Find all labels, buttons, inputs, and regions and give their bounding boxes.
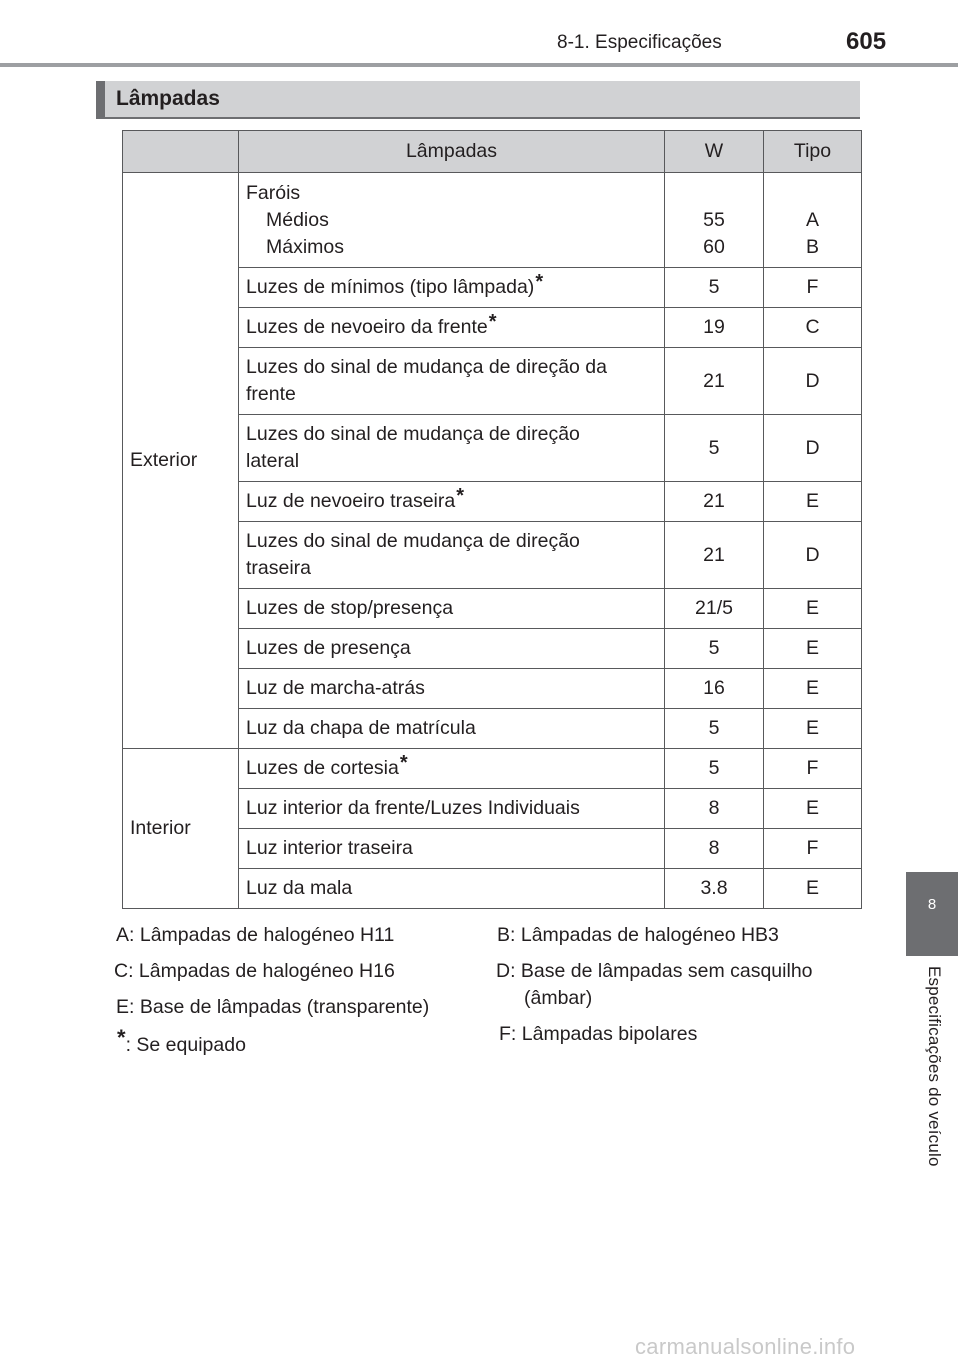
type-cell: D <box>764 415 862 482</box>
page-number: 605 <box>846 28 887 55</box>
lamp-cell: Luzes do sinal de mudança de direção lateral <box>239 415 665 482</box>
section-title: Lâmpadas <box>116 87 220 110</box>
watt-cell: 21 <box>665 348 764 415</box>
watt-cell: 5 <box>665 749 764 789</box>
legend-e <box>116 994 429 1021</box>
legend-text: Lâmpadas de halogéneo H16 <box>138 960 395 982</box>
type-cell: C <box>764 308 862 348</box>
watt-cell: 5 <box>665 709 764 749</box>
lamp-cell: Luzes de stop/presença <box>239 589 665 629</box>
type-cell: E <box>764 789 862 829</box>
header-lamps: Lâmpadas <box>239 131 665 173</box>
header-watts: W <box>665 131 764 173</box>
table-header-row <box>123 131 862 173</box>
type-cell: E <box>764 709 862 749</box>
bulbs-table <box>122 130 862 909</box>
lamp-cell-headlights <box>239 173 665 268</box>
type-cell: E <box>764 669 862 709</box>
legend-text: : Se equipado <box>125 1034 246 1056</box>
header-type: Tipo <box>764 131 862 173</box>
legend-text: Lâmpadas de halogéneo HB3 <box>520 924 779 946</box>
legend-text: Lâmpadas bipolares <box>521 1023 698 1045</box>
category-interior: Interior <box>123 749 239 909</box>
watt-cell: 16 <box>665 669 764 709</box>
legend-text: Base de lâmpadas sem casquilho <box>520 960 813 982</box>
legend-d <box>496 958 813 1012</box>
legend-text: Base de lâmpadas (transparente) <box>139 996 430 1018</box>
chapter-tab <box>906 872 958 956</box>
lamp-sublabel-high: Máximos <box>266 235 345 258</box>
watt-cell: 8 <box>665 829 764 869</box>
legend-key: E: <box>116 996 135 1018</box>
watt-cell: 5 <box>665 268 764 308</box>
legend-key: * <box>117 1025 126 1050</box>
lamp-cell: Luzes do sinal de mudança de direção traseira <box>239 522 665 589</box>
legend-key: D: <box>496 960 516 982</box>
lamp-cell: Luz interior traseira <box>239 829 665 869</box>
header-divider <box>0 63 958 67</box>
watt-cell: 21/5 <box>665 589 764 629</box>
watt-cell: 8 <box>665 789 764 829</box>
lamp-cell: Luzes do sinal de mudança de direção da frente <box>239 348 665 415</box>
legend-key: B: <box>497 924 516 946</box>
legend-c <box>114 958 395 985</box>
watt-cell: 5 <box>665 415 764 482</box>
watt-value: 55 <box>703 208 725 231</box>
type-cell: F <box>764 829 862 869</box>
lamp-sublabel-low: Médios <box>266 208 329 231</box>
legend-f <box>499 1021 697 1048</box>
lamp-cell: Luz de nevoeiro traseira* <box>239 482 665 522</box>
type-cell: F <box>764 749 862 789</box>
watt-cell: 21 <box>665 482 764 522</box>
legend-b <box>497 922 779 949</box>
watt-value: 60 <box>703 235 725 258</box>
type-cell: D <box>764 522 862 589</box>
watt-cell: 3.8 <box>665 869 764 909</box>
lamp-cell: Luzes de cortesia* <box>239 749 665 789</box>
section-title-bar <box>96 81 860 118</box>
equipped-star: * <box>399 751 408 774</box>
legend-text: Lâmpadas de halogéneo H11 <box>139 924 395 946</box>
table-row <box>123 173 862 268</box>
legend-star <box>117 1025 246 1059</box>
lamp-cell: Luz da chapa de matrícula <box>239 709 665 749</box>
watt-cell: 5 <box>665 629 764 669</box>
type-value: B <box>805 235 819 258</box>
legend-key: F: <box>499 1023 517 1045</box>
type-cell: E <box>764 629 862 669</box>
type-cell: F <box>764 268 862 308</box>
type-cell: D <box>764 348 862 415</box>
type-cell: E <box>764 589 862 629</box>
lamp-cell: Luz da mala <box>239 869 665 909</box>
section-heading: 8-1. Especificações <box>557 32 722 53</box>
lamp-group-label: Faróis <box>246 181 301 204</box>
category-exterior: Exterior <box>123 173 239 749</box>
section-divider <box>96 117 860 119</box>
equipped-star: * <box>456 484 465 507</box>
legend-key: A: <box>116 924 135 946</box>
legend-text-continued: (âmbar) <box>524 987 593 1009</box>
lamp-cell: Luz de marcha-atrás <box>239 669 665 709</box>
header-blank-cell <box>123 131 239 173</box>
equipped-star: * <box>488 310 497 333</box>
watt-cell: 19 <box>665 308 764 348</box>
type-value: A <box>805 208 819 231</box>
legend-a <box>116 922 394 949</box>
lamp-cell: Luzes de presença <box>239 629 665 669</box>
lamp-cell: Luzes de nevoeiro da frente* <box>239 308 665 348</box>
watt-cell <box>665 173 764 268</box>
lamp-cell: Luz interior da frente/Luzes Individuais <box>239 789 665 829</box>
chapter-number: 8 <box>927 896 937 913</box>
type-cell <box>764 173 862 268</box>
equipped-star: * <box>535 270 544 293</box>
watt-cell: 21 <box>665 522 764 589</box>
table-row <box>123 749 862 789</box>
type-cell: E <box>764 482 862 522</box>
legend-key: C: <box>114 960 134 982</box>
type-cell: E <box>764 869 862 909</box>
watermark: carmanualsonline.info <box>635 1334 856 1359</box>
lamp-cell: Luzes de mínimos (tipo lâmpada)* <box>239 268 665 308</box>
chapter-title: Especificações do veículo <box>925 966 944 1167</box>
